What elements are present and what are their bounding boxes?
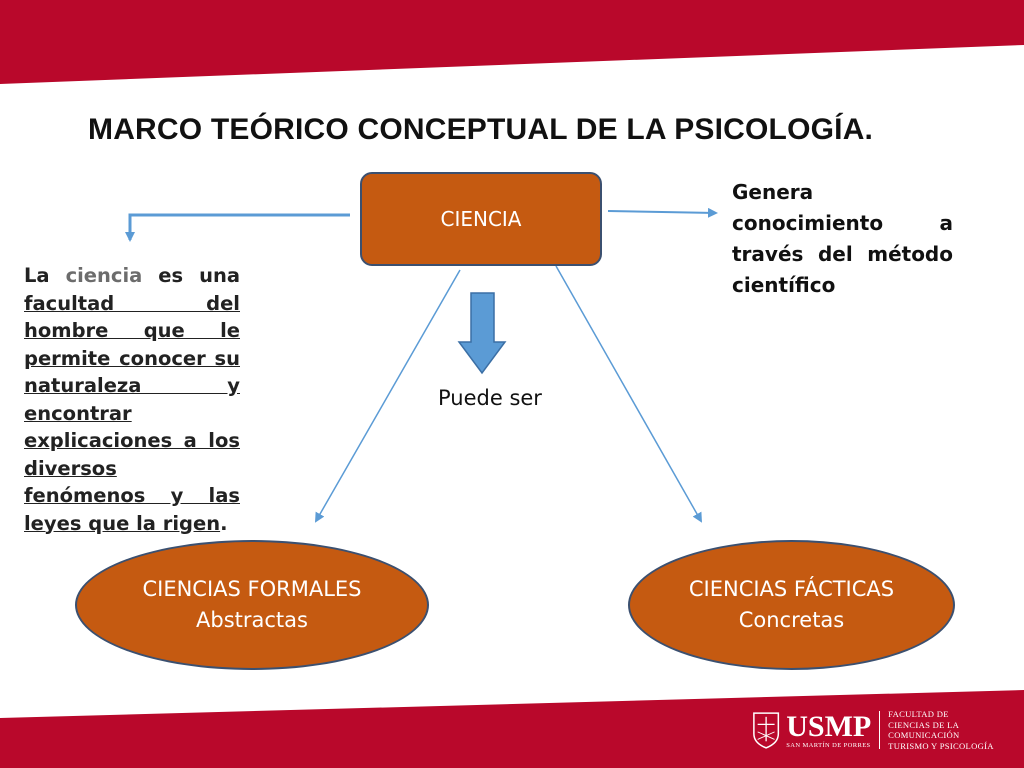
usmp-logo (752, 708, 1024, 752)
faculty-line-2: CIENCIAS DE LA COMUNICACIÓN (888, 719, 960, 740)
left-description-word-1: La (24, 264, 50, 287)
left-description-highlight: ciencia (65, 264, 143, 287)
left-description-underlined: facultad del hombre que le permite conocer su naturaleza y encontrar explicaciones a los diversos fenómenos y las leyes que la rigen (24, 291, 240, 535)
ciencia-node (360, 172, 602, 266)
arrow-to-facticas (556, 266, 701, 521)
faculty-line-1: FACULTAD DE (888, 709, 949, 719)
left-description-end: . (220, 511, 228, 535)
connector-label: Puede ser (438, 386, 542, 410)
usmp-subtitle: SAN MARTÍN DE PORRES (786, 741, 871, 749)
ciencias-facticas-title: CIENCIAS FÁCTICAS (688, 577, 895, 601)
faculty-name (888, 709, 1024, 751)
left-description-mid: es una (142, 264, 240, 287)
logo-divider (879, 711, 880, 749)
faculty-line-3: TURISMO Y PSICOLOGÍA (888, 740, 994, 751)
left-elbow-arrow (130, 215, 350, 240)
right-arrow (608, 211, 716, 213)
left-description (24, 262, 240, 537)
right-description: Genera conocimiento a través del método científico (732, 180, 953, 297)
page-title: MARCO TEÓRICO CONCEPTUAL DE LA PSICOLOGÍA. (88, 113, 874, 146)
usmp-wordmark: USMP (786, 709, 872, 743)
crest-icon (752, 710, 780, 750)
ciencias-formales-subtitle: Abstractas (196, 608, 308, 632)
ciencias-formales-node (75, 540, 429, 670)
ciencia-node-label: CIENCIA (440, 207, 522, 231)
ciencias-facticas-node (628, 540, 955, 670)
ciencias-formales-title: CIENCIAS FORMALES (142, 577, 362, 601)
ciencias-facticas-subtitle: Concretas (738, 608, 845, 632)
down-block-arrow (459, 293, 505, 373)
